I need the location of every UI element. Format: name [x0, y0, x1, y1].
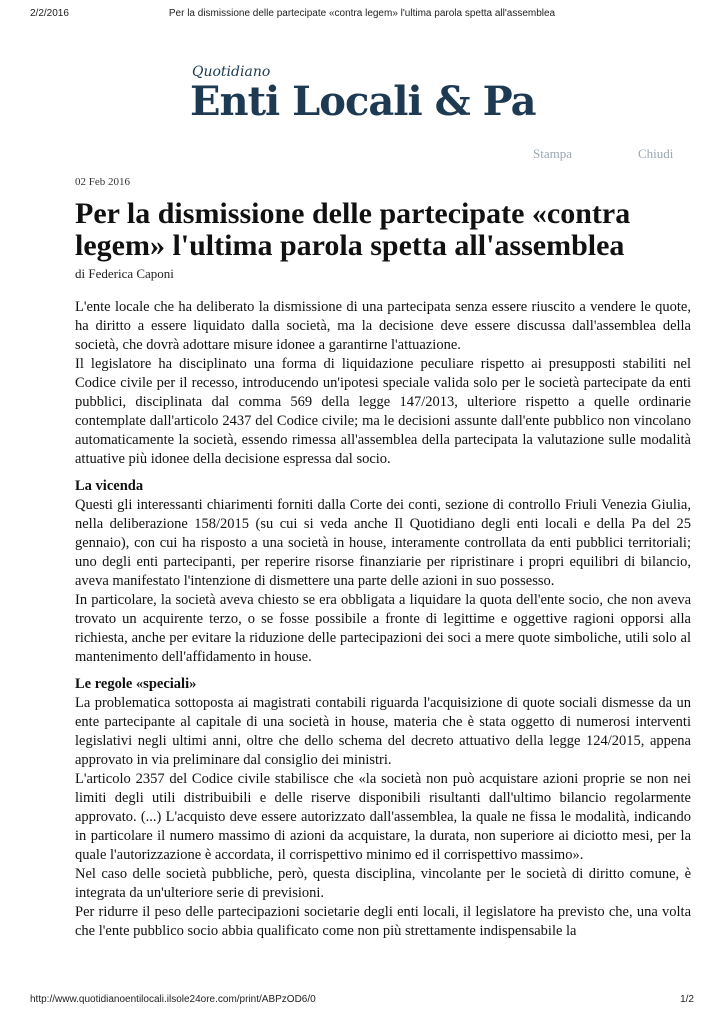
- article-author: di Federica Caponi: [75, 266, 174, 281]
- print-url: http://www.quotidianoentilocali.ilsole24ore.com/print/ABPzOD6/0: [30, 994, 316, 1005]
- print-page-title: Per la dismissione delle partecipate «contra legem» l'ultima parola spetta all'assemblea: [168, 8, 556, 19]
- article-paragraph: La problematica sottoposta ai magistrati contabili riguarda l'acquisizione di quote sociali dismesse da un ente partecipante al capitale di una società in house, materia che è stata oggetto di numerosi interventi legislativi negli ultimi anni, oltre che dello schema del decreto attuativo della legge 124/2015, appena approvato in via preliminare dal consiglio dei ministri.: [75, 695, 691, 768]
- article-paragraph: Questi gli interessanti chiarimenti forniti dalla Corte dei conti, sezione di controllo Friuli Venezia Giulia, nella deliberazione 158/2015 (su cui si veda anche Il Quotidiano degli enti locali e della Pa del 25 gennaio), con cui ha risposto a una società in house, interamente controllata da enti pubblici territoriali; uno degli enti partecipanti, per reperire risorse finanziarie per ripristinare i propri equilibri di bilancio, aveva manifestato l'intenzione di dismettere una parte delle azioni in suo possesso.: [75, 497, 691, 589]
- article-paragraph: Nel caso delle società pubbliche, però, questa disciplina, vincolante per le società di diritto comune, è integrata da un'ulteriore serie di previsioni.: [75, 866, 691, 901]
- close-button[interactable]: Chiudi: [638, 146, 674, 161]
- print-button[interactable]: Stampa: [533, 146, 572, 161]
- section-heading-vicenda: La vicenda: [75, 478, 144, 494]
- article-paragraph: L'articolo 2357 del Codice civile stabilisce che «la società non può acquistare azioni proprie se non nei limiti degli utili distribuibili e delle riserve disponibili risultanti dall'ultimo bilancio regolarmente approvato. (...) L'acquisto deve essere autorizzato dall'assemblea, la quale ne fissa le modalità, indicando in particolare il numero massimo di azioni da acquistare, la durata, non superiore ai diciotto mesi, per la quale l'autorizzazione è accordata, il corrispettivo minimo ed il corrispettivo massimo».: [75, 771, 691, 863]
- article-paragraph: Il legislatore ha disciplinato una forma di liquidazione peculiare rispetto ai presupposti stabiliti nel Codice civile per il recesso, introducendo un'ipotesi speciale valida solo per le società partecipate da enti pubblici, disciplinata dal comma 569 della legge 147/2013, ulteriore rispetto a quelle ordinarie contemplate dall'articolo 2437 del Codice civile; ma le decisioni assunte dall'ente pubblico non vincolano automaticamente la società, essendo rimessa all'assemblea della partecipata la valutazione sulle modalità attuative più idonee della decisione espressa dal socio.: [75, 356, 691, 467]
- section-heading-regole: Le regole «speciali»: [75, 676, 197, 692]
- masthead-logo[interactable]: Enti Locali & Pa: [190, 78, 536, 125]
- article-body: [75, 298, 691, 941]
- article-date: 02 Feb 2016: [75, 176, 130, 188]
- page-number: 1/2: [680, 994, 694, 1005]
- article-paragraph: Per ridurre il peso delle partecipazioni societarie degli enti locali, il legislatore ha previsto che, una volta che l'ente pubblico socio abbia qualificato come non più strettamente indispensabile la: [75, 904, 691, 939]
- masthead-quotidiano: Quotidiano: [192, 64, 271, 80]
- article-paragraph: L'ente locale che ha deliberato la dismissione di una partecipata senza essere riuscito a vendere le quote, ha diritto a essere liquidato dalla società, ma la decisione deve essere discussa dall'assemblea della società, che dovrà adottare misure idonee a garantirne l'attuazione.: [75, 299, 691, 353]
- article-title: Per la dismissione delle partecipate «contra legem» l'ultima parola spetta all'assemblea: [75, 197, 631, 262]
- article-paragraph: In particolare, la società aveva chiesto se era obbligata a liquidare la quota dell'ente socio, che non aveva trovato un acquirente terzo, o se fosse possibile a fronte di legittime e oggettive ragioni opporsi alla richiesta, anche per evitare la riduzione delle partecipazioni dei soci a mere quote simboliche, utili solo al mantenimento dell'affidamento in house.: [75, 592, 691, 665]
- print-date: 2/2/2016: [30, 8, 69, 19]
